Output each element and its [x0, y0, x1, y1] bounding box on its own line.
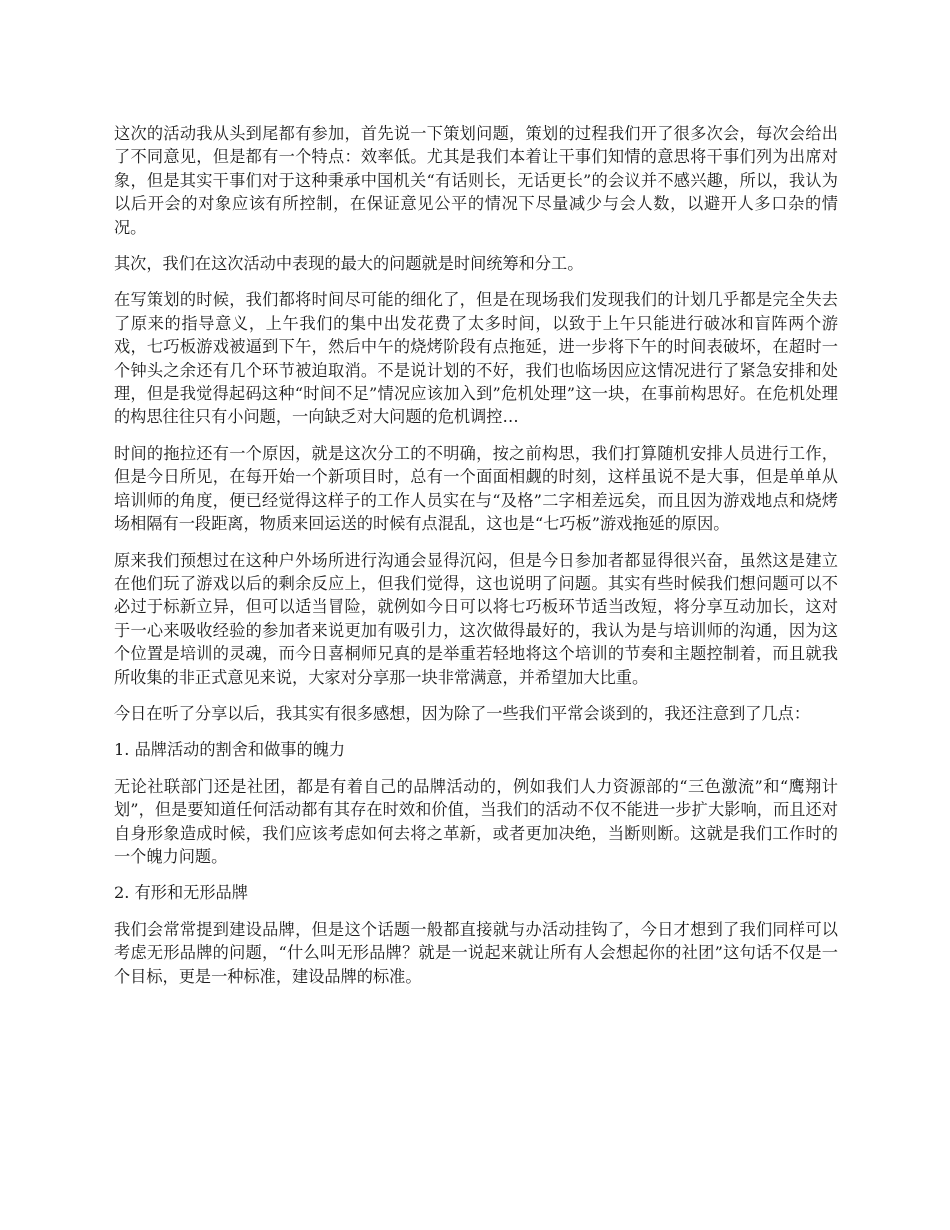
paragraph-reflections-intro: 今日在听了分享以后，我其实有很多感想，因为除了一些我们平常会谈到的，我还注意到了几点： — [114, 703, 811, 723]
heading-point-2: 2. 有形和无形品牌 — [114, 883, 248, 903]
document-body — [114, 122, 838, 1001]
paragraph-planning-issues: 这次的活动我从头到尾都有参加，首先说一下策划问题，策划的过程我们开了很多次会，每次会给出了不同意见，但是都有一个特点：效率低。尤其是我们本着让干事们知情的意思将干事们列为出席对象，但是其实干事们对于这种秉承中国机关“有话则长，无话更长”的会议并不感兴趣，所以，我认为以后开会的对象应该有所控制，在保证意见公平的情况下尽量减少与会人数，以避开人多口杂的情况。 — [114, 124, 838, 237]
paragraph-intangible-brand: 我们会常常提到建设品牌，但是这个话题一般都直接就与办活动挂钩了，今日才想到了我们同样可以考虑无形品牌的问题，“什么叫无形品牌？就是一说起来就让所有人会想起你的社团”这句话不仅是一个目标，更是一种标准，建设品牌的标准。 — [114, 919, 838, 986]
paragraph-division-of-labor: 时间的拖拉还有一个原因，就是这次分工的不明确，按之前构思，我们打算随机安排人员进行工作，但是今日所见，在每开始一个新项目时，总有一个面面相觑的时刻，这样虽说不是大事，但是单单从培训师的角度，便已经觉得这样子的工作人员实在与“及格”二字相差远矣，而且因为游戏地点和烧烤场相隔有一段距离，物质来回运送的时候有点混乱，这也是“七巧板”游戏拖延的原因。 — [114, 443, 838, 534]
paragraph-communication-session: 原来我们预想过在这种户外场所进行沟通会显得沉闷，但是今日参加者都显得很兴奋，虽然这是建立在他们玩了游戏以后的剩余反应上，但我们觉得，这也说明了问题。其实有些时候我们想问题可以不必过于标新立异，但可以适当冒险，就例如今日可以将七巧板环节适当改短，将分享互动加长，这对于一心来吸收经验的参加者来说更加有吸引力，这次做得最好的，我认为是与培训师的沟通，因为这个位置是培训的灵魂，而今日喜桐师兄真的是举重若轻地将这个培训的节奏和主题控制着，而且就我所收集的非正式意见来说，大家对分享那一块非常满意，并希望加大比重。 — [114, 550, 838, 687]
paragraph-brand-activities: 无论社联部门还是社团，都是有着自己的品牌活动的，例如我们人力资源部的“三色激流”和“鹰翔计划”，但是要知道任何活动都有其存在时效和价值，当我们的活动不仅不能进一步扩大影响，而且还对自身形象造成时候，我们应该考虑如何去将之革新，或者更加决绝，当断则断。这就是我们工作时的一个魄力问题。 — [114, 776, 838, 866]
paragraph-main-problem: 其次，我们在这次活动中表现的最大的问题就是时间统筹和分工。 — [114, 254, 584, 274]
paragraph-schedule-breakdown: 在写策划的时候，我们都将时间尽可能的细化了，但是在现场我们发现我们的计划几乎都是完全失去了原来的指导意义，上午我们的集中出发花费了太多时间，以致于上午只能进行破冰和盲阵两个游戏，七巧板游戏被逼到下午，然后中午的烧烤阶段有点拖延，进一步将下午的时间表破坏，在超时一个钟头之余还有几个环节被迫取消。不是说计划的不好，我们也临场因应这情况进行了紧急安排和处理，但是我觉得起码这种“时间不足”情况应该加入到”危机处理”这一块，在事前构思好。在危机处理的构思往往只有小问题，一向缺乏对大问题的危机调控… — [114, 290, 838, 427]
heading-point-1: 1. 品牌活动的割舍和做事的魄力 — [114, 740, 346, 760]
